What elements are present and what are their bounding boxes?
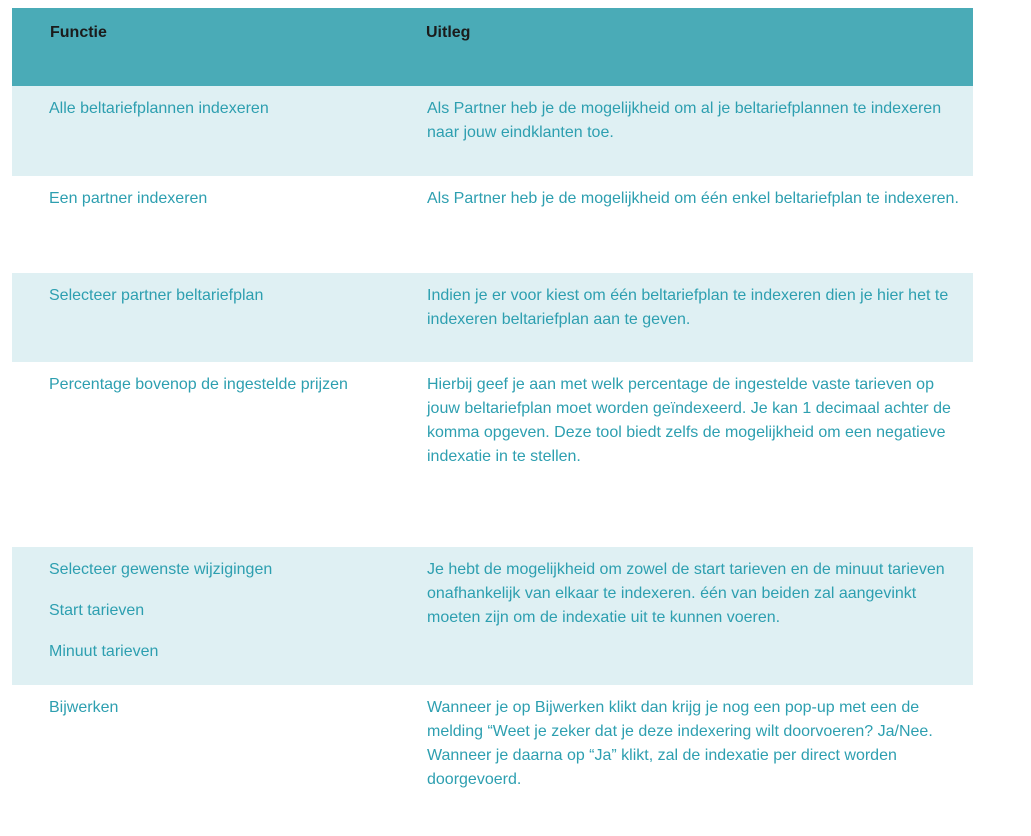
table-row bbox=[12, 685, 973, 820]
functie-main-label: Selecteer gewenste wijzigingen bbox=[49, 561, 273, 578]
table-row bbox=[12, 176, 973, 273]
table-row bbox=[12, 362, 973, 547]
functie-cell bbox=[49, 558, 389, 664]
table-row bbox=[12, 273, 973, 362]
functie-option-start: Start tarieven bbox=[49, 602, 145, 619]
header-functie: Functie bbox=[50, 24, 107, 41]
functie-cell: Bijwerken bbox=[49, 699, 119, 716]
uitleg-cell: Wanneer je op Bijwerken klikt dan krijg je nog een pop-up met een de melding “Weet je zeker dat je deze indexering wilt doorvoeren? Ja/Nee. Wanneer je daarna op “Ja” klikt, zal de indexatie per direct worden doorgevoerd. bbox=[427, 699, 933, 788]
functie-cell: Selecteer partner beltariefplan bbox=[49, 287, 264, 304]
uitleg-cell: Je hebt de mogelijkheid om zowel de start tarieven en de minuut tarieven onafhankelijk van elkaar te indexeren. één van beiden zal aangevinkt moeten zijn om de indexatie uit te kunnen voeren. bbox=[427, 561, 945, 626]
functie-option-minuut: Minuut tarieven bbox=[49, 643, 159, 660]
uitleg-cell: Als Partner heb je de mogelijkheid om al je beltariefplannen te indexeren naar jouw eindklanten toe. bbox=[427, 100, 942, 141]
uitleg-cell: Als Partner heb je de mogelijkheid om één enkel beltariefplan te indexeren. bbox=[427, 190, 959, 207]
function-table bbox=[12, 8, 973, 820]
uitleg-cell: Indien je er voor kiest om één beltariefplan te indexeren dien je hier het te indexeren beltariefplan aan te geven. bbox=[427, 287, 949, 328]
functie-cell: Alle beltariefplannen indexeren bbox=[49, 100, 269, 117]
functie-cell: Een partner indexeren bbox=[49, 190, 208, 207]
table-row bbox=[12, 547, 973, 685]
uitleg-cell: Hierbij geef je aan met welk percentage de ingestelde vaste tarieven op jouw beltariefplan moet worden geïndexeerd. Je kan 1 decimaal achter de komma opgeven. Deze tool biedt zelfs de mogelijkheid om een negatieve indexatie in te stellen. bbox=[427, 376, 951, 465]
table-row bbox=[12, 86, 973, 176]
table-header bbox=[12, 8, 973, 86]
header-uitleg: Uitleg bbox=[426, 24, 471, 41]
functie-cell: Percentage bovenop de ingestelde prijzen bbox=[49, 376, 348, 393]
